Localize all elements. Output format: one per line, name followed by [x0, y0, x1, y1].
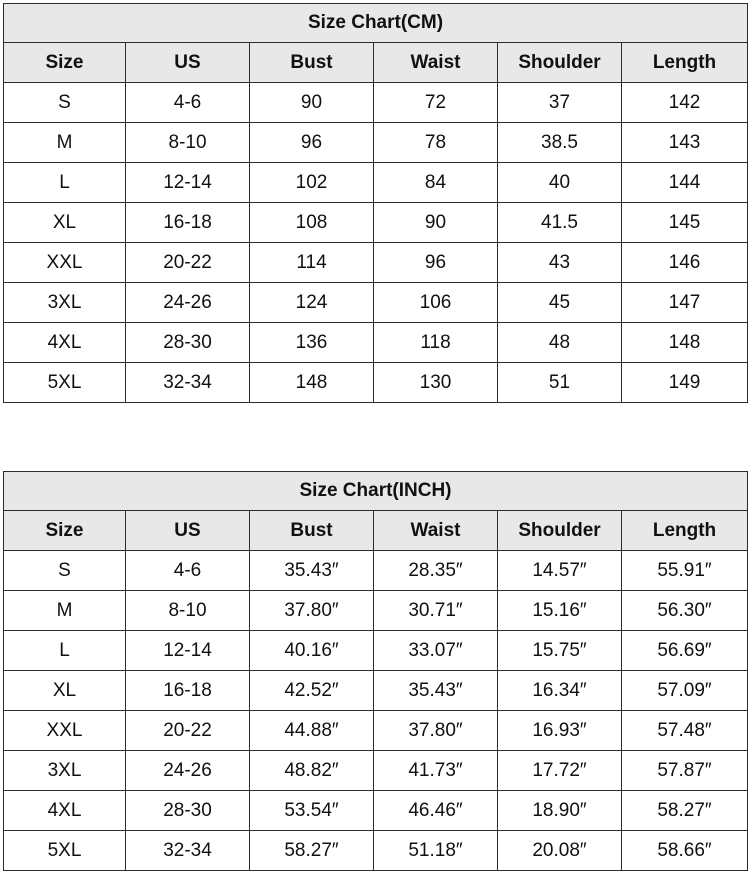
cell-length: 147	[622, 283, 748, 323]
cell-size: XL	[4, 671, 126, 711]
cell-length: 145	[622, 203, 748, 243]
cell-bust: 37.80″	[250, 591, 374, 631]
cell-length: 142	[622, 83, 748, 123]
table-header-row	[4, 43, 748, 83]
cell-bust: 44.88″	[250, 711, 374, 751]
table-row	[4, 323, 748, 363]
cell-waist: 106	[374, 283, 498, 323]
cell-length: 58.27″	[622, 791, 748, 831]
cell-bust: 90	[250, 83, 374, 123]
table-title-row	[4, 472, 748, 511]
cell-shoulder: 38.5	[498, 123, 622, 163]
cell-length: 58.66″	[622, 831, 748, 871]
cell-shoulder: 15.75″	[498, 631, 622, 671]
table-row	[4, 283, 748, 323]
cell-size: M	[4, 123, 126, 163]
cell-length: 143	[622, 123, 748, 163]
cell-shoulder: 45	[498, 283, 622, 323]
cell-shoulder: 51	[498, 363, 622, 403]
cell-us: 32-34	[126, 831, 250, 871]
cell-waist: 90	[374, 203, 498, 243]
table-row	[4, 243, 748, 283]
table-row	[4, 123, 748, 163]
cell-length: 146	[622, 243, 748, 283]
cell-shoulder: 17.72″	[498, 751, 622, 791]
cell-size: S	[4, 83, 126, 123]
cell-length: 56.69″	[622, 631, 748, 671]
cell-us: 4-6	[126, 83, 250, 123]
table-row	[4, 83, 748, 123]
cell-us: 20-22	[126, 711, 250, 751]
cell-shoulder: 48	[498, 323, 622, 363]
cell-length: 57.09″	[622, 671, 748, 711]
cell-shoulder: 43	[498, 243, 622, 283]
column-header-waist: Waist	[374, 43, 498, 83]
cell-size: L	[4, 631, 126, 671]
table-title: Size Chart(INCH)	[4, 472, 748, 511]
cell-waist: 118	[374, 323, 498, 363]
table-body	[4, 551, 748, 871]
cell-shoulder: 18.90″	[498, 791, 622, 831]
table-row	[4, 631, 748, 671]
cell-bust: 48.82″	[250, 751, 374, 791]
cell-length: 148	[622, 323, 748, 363]
cell-waist: 30.71″	[374, 591, 498, 631]
table-row	[4, 363, 748, 403]
cell-length: 57.87″	[622, 751, 748, 791]
cell-bust: 35.43″	[250, 551, 374, 591]
table-row	[4, 551, 748, 591]
column-header-length: Length	[622, 511, 748, 551]
cell-size: XXL	[4, 243, 126, 283]
table-row	[4, 203, 748, 243]
cell-shoulder: 40	[498, 163, 622, 203]
cell-shoulder: 15.16″	[498, 591, 622, 631]
column-header-us: US	[126, 511, 250, 551]
cell-size: S	[4, 551, 126, 591]
cell-size: M	[4, 591, 126, 631]
column-header-bust: Bust	[250, 43, 374, 83]
cell-bust: 42.52″	[250, 671, 374, 711]
table-title: Size Chart(CM)	[4, 4, 748, 43]
table-row	[4, 791, 748, 831]
cell-shoulder: 20.08″	[498, 831, 622, 871]
column-header-bust: Bust	[250, 511, 374, 551]
cell-shoulder: 37	[498, 83, 622, 123]
cell-shoulder: 16.93″	[498, 711, 622, 751]
cell-us: 8-10	[126, 591, 250, 631]
cell-waist: 41.73″	[374, 751, 498, 791]
cell-size: 5XL	[4, 363, 126, 403]
column-header-shoulder: Shoulder	[498, 511, 622, 551]
cell-us: 24-26	[126, 283, 250, 323]
cell-length: 144	[622, 163, 748, 203]
cell-waist: 37.80″	[374, 711, 498, 751]
column-header-us: US	[126, 43, 250, 83]
table-title-row	[4, 4, 748, 43]
cell-size: 4XL	[4, 323, 126, 363]
cell-bust: 40.16″	[250, 631, 374, 671]
cell-waist: 28.35″	[374, 551, 498, 591]
cell-shoulder: 14.57″	[498, 551, 622, 591]
cell-waist: 72	[374, 83, 498, 123]
table-body	[4, 83, 748, 403]
cell-size: 3XL	[4, 751, 126, 791]
column-header-size: Size	[4, 43, 126, 83]
column-header-waist: Waist	[374, 511, 498, 551]
column-header-shoulder: Shoulder	[498, 43, 622, 83]
cell-size: 5XL	[4, 831, 126, 871]
cell-bust: 102	[250, 163, 374, 203]
cell-waist: 35.43″	[374, 671, 498, 711]
cell-us: 20-22	[126, 243, 250, 283]
cell-length: 57.48″	[622, 711, 748, 751]
cell-shoulder: 41.5	[498, 203, 622, 243]
cell-size: XXL	[4, 711, 126, 751]
cell-length: 149	[622, 363, 748, 403]
table-row	[4, 711, 748, 751]
table-row	[4, 671, 748, 711]
cell-bust: 58.27″	[250, 831, 374, 871]
cell-size: L	[4, 163, 126, 203]
size-chart-inch-table	[3, 471, 748, 871]
cell-bust: 136	[250, 323, 374, 363]
table-row	[4, 831, 748, 871]
table-row	[4, 591, 748, 631]
cell-waist: 51.18″	[374, 831, 498, 871]
cell-size: XL	[4, 203, 126, 243]
cell-bust: 108	[250, 203, 374, 243]
cell-us: 28-30	[126, 323, 250, 363]
cell-length: 55.91″	[622, 551, 748, 591]
cell-bust: 148	[250, 363, 374, 403]
cell-waist: 84	[374, 163, 498, 203]
table-row	[4, 163, 748, 203]
cell-bust: 53.54″	[250, 791, 374, 831]
cell-waist: 96	[374, 243, 498, 283]
cell-us: 16-18	[126, 203, 250, 243]
cell-us: 12-14	[126, 631, 250, 671]
table-row	[4, 751, 748, 791]
cell-us: 28-30	[126, 791, 250, 831]
cell-waist: 130	[374, 363, 498, 403]
table-header-row	[4, 511, 748, 551]
cell-us: 8-10	[126, 123, 250, 163]
cell-us: 16-18	[126, 671, 250, 711]
cell-bust: 124	[250, 283, 374, 323]
cell-size: 3XL	[4, 283, 126, 323]
cell-us: 12-14	[126, 163, 250, 203]
cell-waist: 46.46″	[374, 791, 498, 831]
cell-waist: 33.07″	[374, 631, 498, 671]
cell-shoulder: 16.34″	[498, 671, 622, 711]
size-chart-cm-table	[3, 3, 748, 403]
cell-us: 32-34	[126, 363, 250, 403]
cell-size: 4XL	[4, 791, 126, 831]
cell-length: 56.30″	[622, 591, 748, 631]
cell-waist: 78	[374, 123, 498, 163]
cell-us: 4-6	[126, 551, 250, 591]
cell-bust: 114	[250, 243, 374, 283]
column-header-size: Size	[4, 511, 126, 551]
cell-bust: 96	[250, 123, 374, 163]
cell-us: 24-26	[126, 751, 250, 791]
column-header-length: Length	[622, 43, 748, 83]
